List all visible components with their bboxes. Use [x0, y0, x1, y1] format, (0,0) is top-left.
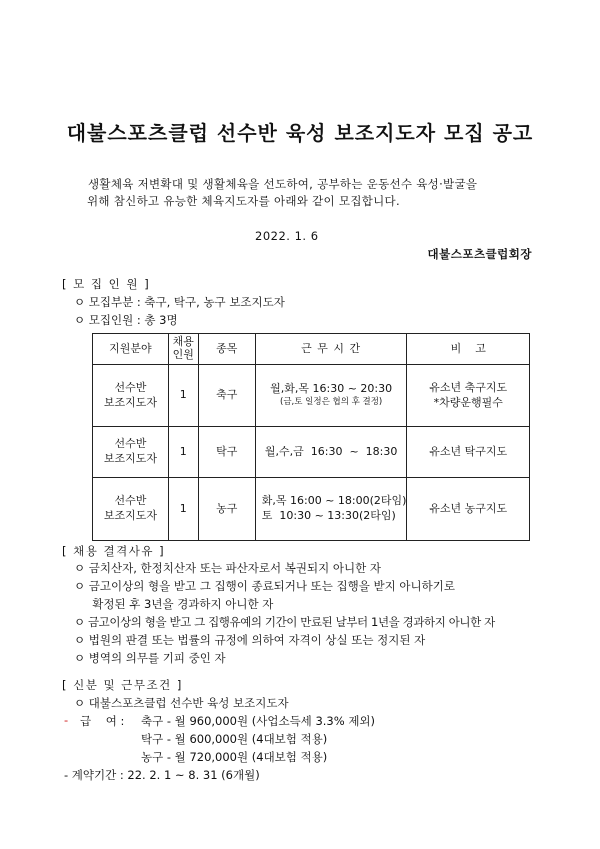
cell-sport: 농구	[198, 478, 255, 541]
recruit-count: ㅇ 모집인원 : 총 3명	[74, 313, 178, 327]
contract-period: - 계약기간 : 22. 2. 1 ~ 8. 31 (6개월)	[64, 768, 260, 782]
recruit-heading: [ 모 집 인 원 ]	[62, 277, 151, 291]
header-hours: 근 무 시 간	[255, 334, 407, 365]
intro-line-2: 위해 참신하고 유능한 체육지도자를 아래와 같이 모집합니다.	[87, 194, 400, 208]
header-count: 채용 인원	[168, 334, 198, 365]
salary-label: 급 여 :	[80, 714, 125, 728]
cell-field: 선수반 보조지도자	[93, 427, 169, 478]
salary-basketball: 농구 - 월 720,000원 (4대보험 적용)	[141, 750, 328, 764]
disqualify-item: ㅇ 병역의 의무를 기피 중인 자	[74, 651, 226, 665]
page-title: 대불스포츠클럽 선수반 육성 보조지도자 모집 공고	[66, 121, 534, 145]
table-row	[93, 478, 530, 541]
disqualify-item-continued: 확정된 후 3년을 경과하지 아니한 자	[74, 597, 274, 611]
salary-soccer: 축구 - 월 960,000원 (사업소득세 3.3% 제외)	[141, 714, 376, 728]
cell-count: 1	[168, 478, 198, 541]
header-note: 비 고	[407, 334, 530, 365]
disqualify-item: ㅇ 금치산자, 한정치산자 또는 파산자로서 복권되지 아니한 자	[74, 561, 381, 575]
table-row	[93, 427, 530, 478]
cell-count: 1	[168, 365, 198, 427]
disqualify-item: ㅇ 금고이상의 형을 받고 그 집행이 종료되거나 또는 집행을 받지 아니하기로	[74, 579, 455, 593]
organization-name: 대불스포츠클럽회장	[427, 247, 532, 261]
cell-note: 유소년 탁구지도	[407, 427, 530, 478]
header-sport: 종목	[198, 334, 255, 365]
disqualify-heading: [ 채용 결격사유 ]	[62, 544, 166, 558]
disqualify-item: ㅇ 금고이상의 형을 받고 그 집행유예의 기간이 만료된 날부터 1년을 경과하지 아니한 자	[74, 615, 495, 629]
salary-table-tennis: 탁구 - 월 600,000원 (4대보험 적용)	[141, 732, 328, 746]
cell-hours: 월,수,금 16:30 ~ 18:30	[255, 427, 407, 478]
cell-sport: 축구	[198, 365, 255, 427]
table-header-row	[93, 334, 530, 365]
disqualify-item: ㅇ 법원의 판결 또는 법률의 규정에 의하여 자격이 상실 또는 정지된 자	[74, 633, 426, 647]
cell-sport: 탁구	[198, 427, 255, 478]
header-field: 지원분야	[93, 334, 169, 365]
cell-note: 유소년 축구지도 *차량운행필수	[407, 365, 530, 427]
salary-dash: -	[64, 713, 69, 727]
table-row	[93, 365, 530, 427]
conditions-heading: [ 신분 및 근무조건 ]	[62, 678, 183, 692]
cell-hours: 월,화,목 16:30 ~ 20:30 (금,토 일정은 협의 후 결정)	[255, 365, 407, 427]
cell-hours: 화,목 16:00 ~ 18:00(2타임) 토 10:30 ~ 13:30(2타임)	[255, 478, 407, 541]
cell-count: 1	[168, 427, 198, 478]
intro-line-1: 생활체육 저변확대 및 생활체육을 선도하여, 공부하는 운동선수 육성·발굴을	[88, 177, 478, 191]
positions-table	[92, 333, 530, 541]
conditions-position: ㅇ 대불스포츠클럽 선수반 육성 보조지도자	[74, 696, 289, 710]
cell-note: 유소년 농구지도	[407, 478, 530, 541]
cell-field: 선수반 보조지도자	[93, 365, 169, 427]
announcement-date: 2022. 1. 6	[255, 229, 319, 243]
cell-field: 선수반 보조지도자	[93, 478, 169, 541]
recruit-fields: ㅇ 모집부분 : 축구, 탁구, 농구 보조지도자	[74, 295, 285, 309]
